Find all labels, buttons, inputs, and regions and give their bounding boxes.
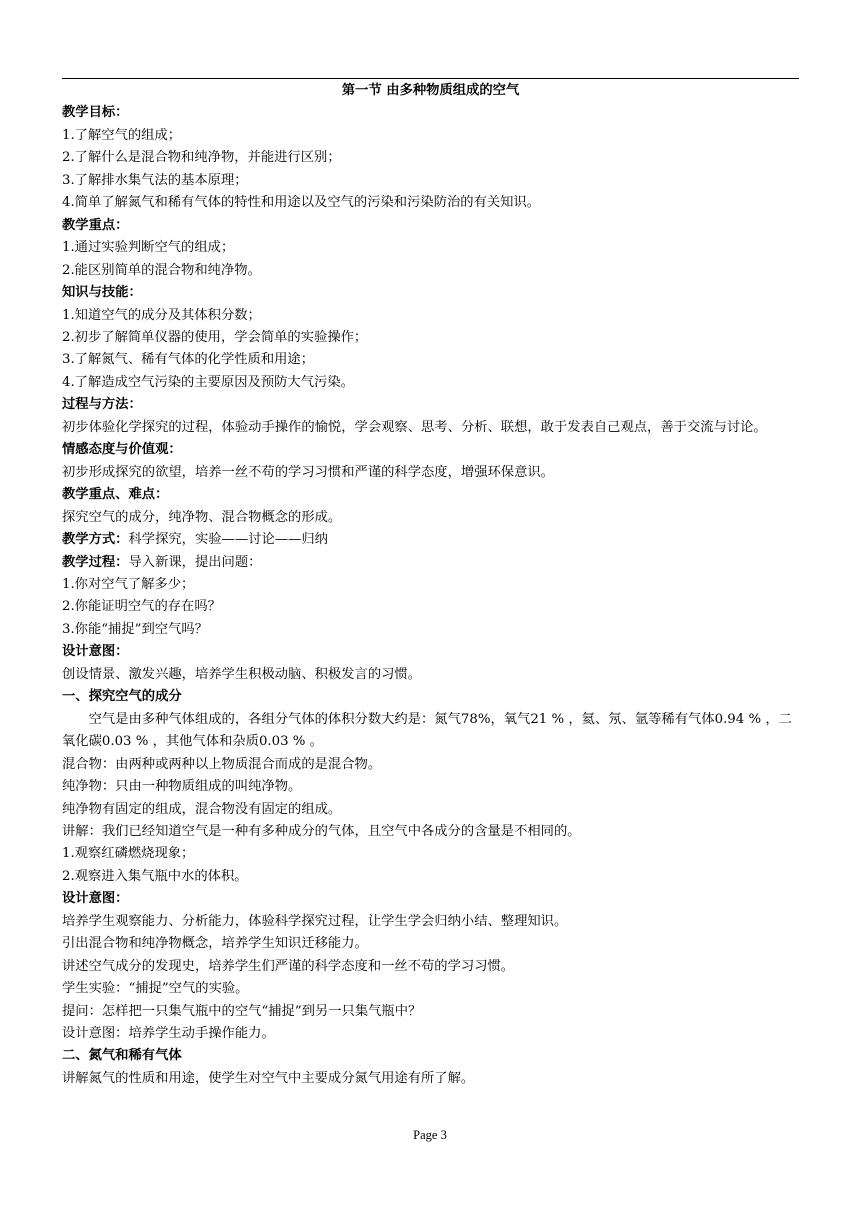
body-line: 2.了解什么是混合物和纯净物，并能进行区别；: [62, 150, 341, 166]
body-line: 3.了解排水集气法的基本原理；: [62, 172, 248, 188]
body-paragraph: 空气是由多种气体组成的，各组分气体的体积分数大约是：氮气78%，氧气21 % ，氦、氖、氩等稀有气体0.94 % ，二氧化碳0.03 % ，其他气体和杂质0.03 % 。: [62, 711, 792, 750]
body-line: 纯净物：只由一种物质组成的叫纯净物。: [62, 779, 302, 795]
document-title: 第一节 由多种物质组成的空气: [341, 83, 520, 98]
body-line: 初步形成探究的欲望，培养一丝不苟的学习习惯和严谨的科学态度，增强环保意识。: [62, 464, 554, 480]
body-line: 1.你对空气了解多少；: [62, 576, 195, 592]
body-line: 2.你能证明空气的存在吗？: [62, 599, 221, 615]
body-line: 4.简单了解氮气和稀有气体的特性和用途以及空气的污染和污染防治的有关知识。: [62, 195, 541, 211]
body-line: 讲解：我们已经知道空气是一种有多种成分的气体，且空气中各成分的含量是不相同的。: [62, 823, 581, 839]
body-line: 引出混合物和纯净物概念，培养学生知识迁移能力。: [62, 936, 368, 952]
body-line: 2.初步了解简单仪器的使用，学会简单的实验操作；: [62, 329, 368, 345]
body-line: 设计意图：培养学生动手操作能力。: [62, 1026, 275, 1042]
section-heading: 设计意图：: [62, 891, 129, 907]
section-heading: 二、氮气和稀有气体: [62, 1048, 182, 1064]
body-line: 创设情景、激发兴趣，培养学生积极动脑、积极发言的习惯。: [62, 666, 422, 682]
body-line: 讲述空气成分的发现史，培养学生们严谨的科学态度和一丝不苟的学习习惯。: [62, 958, 515, 974]
body-line: 提问：怎样把一只集气瓶中的空气“捕捉”到另一只集气瓶中？: [62, 1003, 422, 1019]
body-line: 培养学生观察能力、分析能力，体验科学探究过程，让学生学会归纳小结、整理知识。: [62, 913, 568, 929]
body-line: 讲解氮气的性质和用途，使学生对空气中主要成分氮气用途有所了解。: [62, 1070, 475, 1086]
labeled-line: [62, 552, 799, 574]
section-heading: 过程与方法：: [62, 397, 142, 413]
document-body: [62, 80, 799, 1090]
body-line: 4.了解造成空气污染的主要原因及预防大气污染。: [62, 374, 354, 390]
line-text: 导入新课，提出问题：: [128, 554, 262, 570]
header-rule: [62, 78, 799, 79]
body-line: 3.了解氮气、稀有气体的化学性质和用途；: [62, 352, 315, 368]
section-heading: 教学目标：: [62, 105, 129, 121]
section-heading: 教学重点、难点：: [62, 487, 169, 503]
body-line: 1.通过实验判断空气的组成；: [62, 240, 235, 256]
page-number: Page 3: [413, 1128, 447, 1142]
body-line: 1.了解空气的组成；: [62, 127, 182, 143]
body-line: 纯净物有固定的组成，混合物没有固定的组成。: [62, 801, 342, 817]
labeled-line: [62, 529, 799, 551]
line-label: 教学方式：: [62, 532, 129, 548]
section-heading: 情感态度与价值观：: [62, 442, 182, 458]
line-label: 教学过程：: [62, 554, 129, 570]
section-heading: 一、探究空气的成分: [62, 689, 182, 705]
body-line: 学生实验：“捕捉”空气的实验。: [62, 981, 249, 997]
body-line: 1.知道空气的成分及其体积分数；: [62, 307, 261, 323]
section-heading: 教学重点：: [62, 217, 129, 233]
body-line: 初步体验化学探究的过程，体验动手操作的愉悦，学会观察、思考、分析、联想，敢于发表自己观点，善于交流与讨论。: [62, 419, 767, 435]
section-heading: 知识与技能：: [62, 285, 142, 301]
body-line: 2.能区别简单的混合物和纯净物。: [62, 262, 261, 278]
body-line: 2.观察进入集气瓶中水的体积。: [62, 868, 248, 884]
body-line: 探究空气的成分，纯净物、混合物概念的形成。: [62, 509, 342, 525]
body-line: 3.你能“捕捉”到空气吗？: [62, 621, 208, 637]
body-line: 1.观察红磷燃烧现象；: [62, 846, 195, 862]
body-line: 混合物：由两种或两种以上物质混合而成的是混合物。: [62, 756, 382, 772]
section-heading: 设计意图：: [62, 644, 129, 660]
line-text: 科学探究，实验——讨论——归纳: [128, 532, 328, 548]
